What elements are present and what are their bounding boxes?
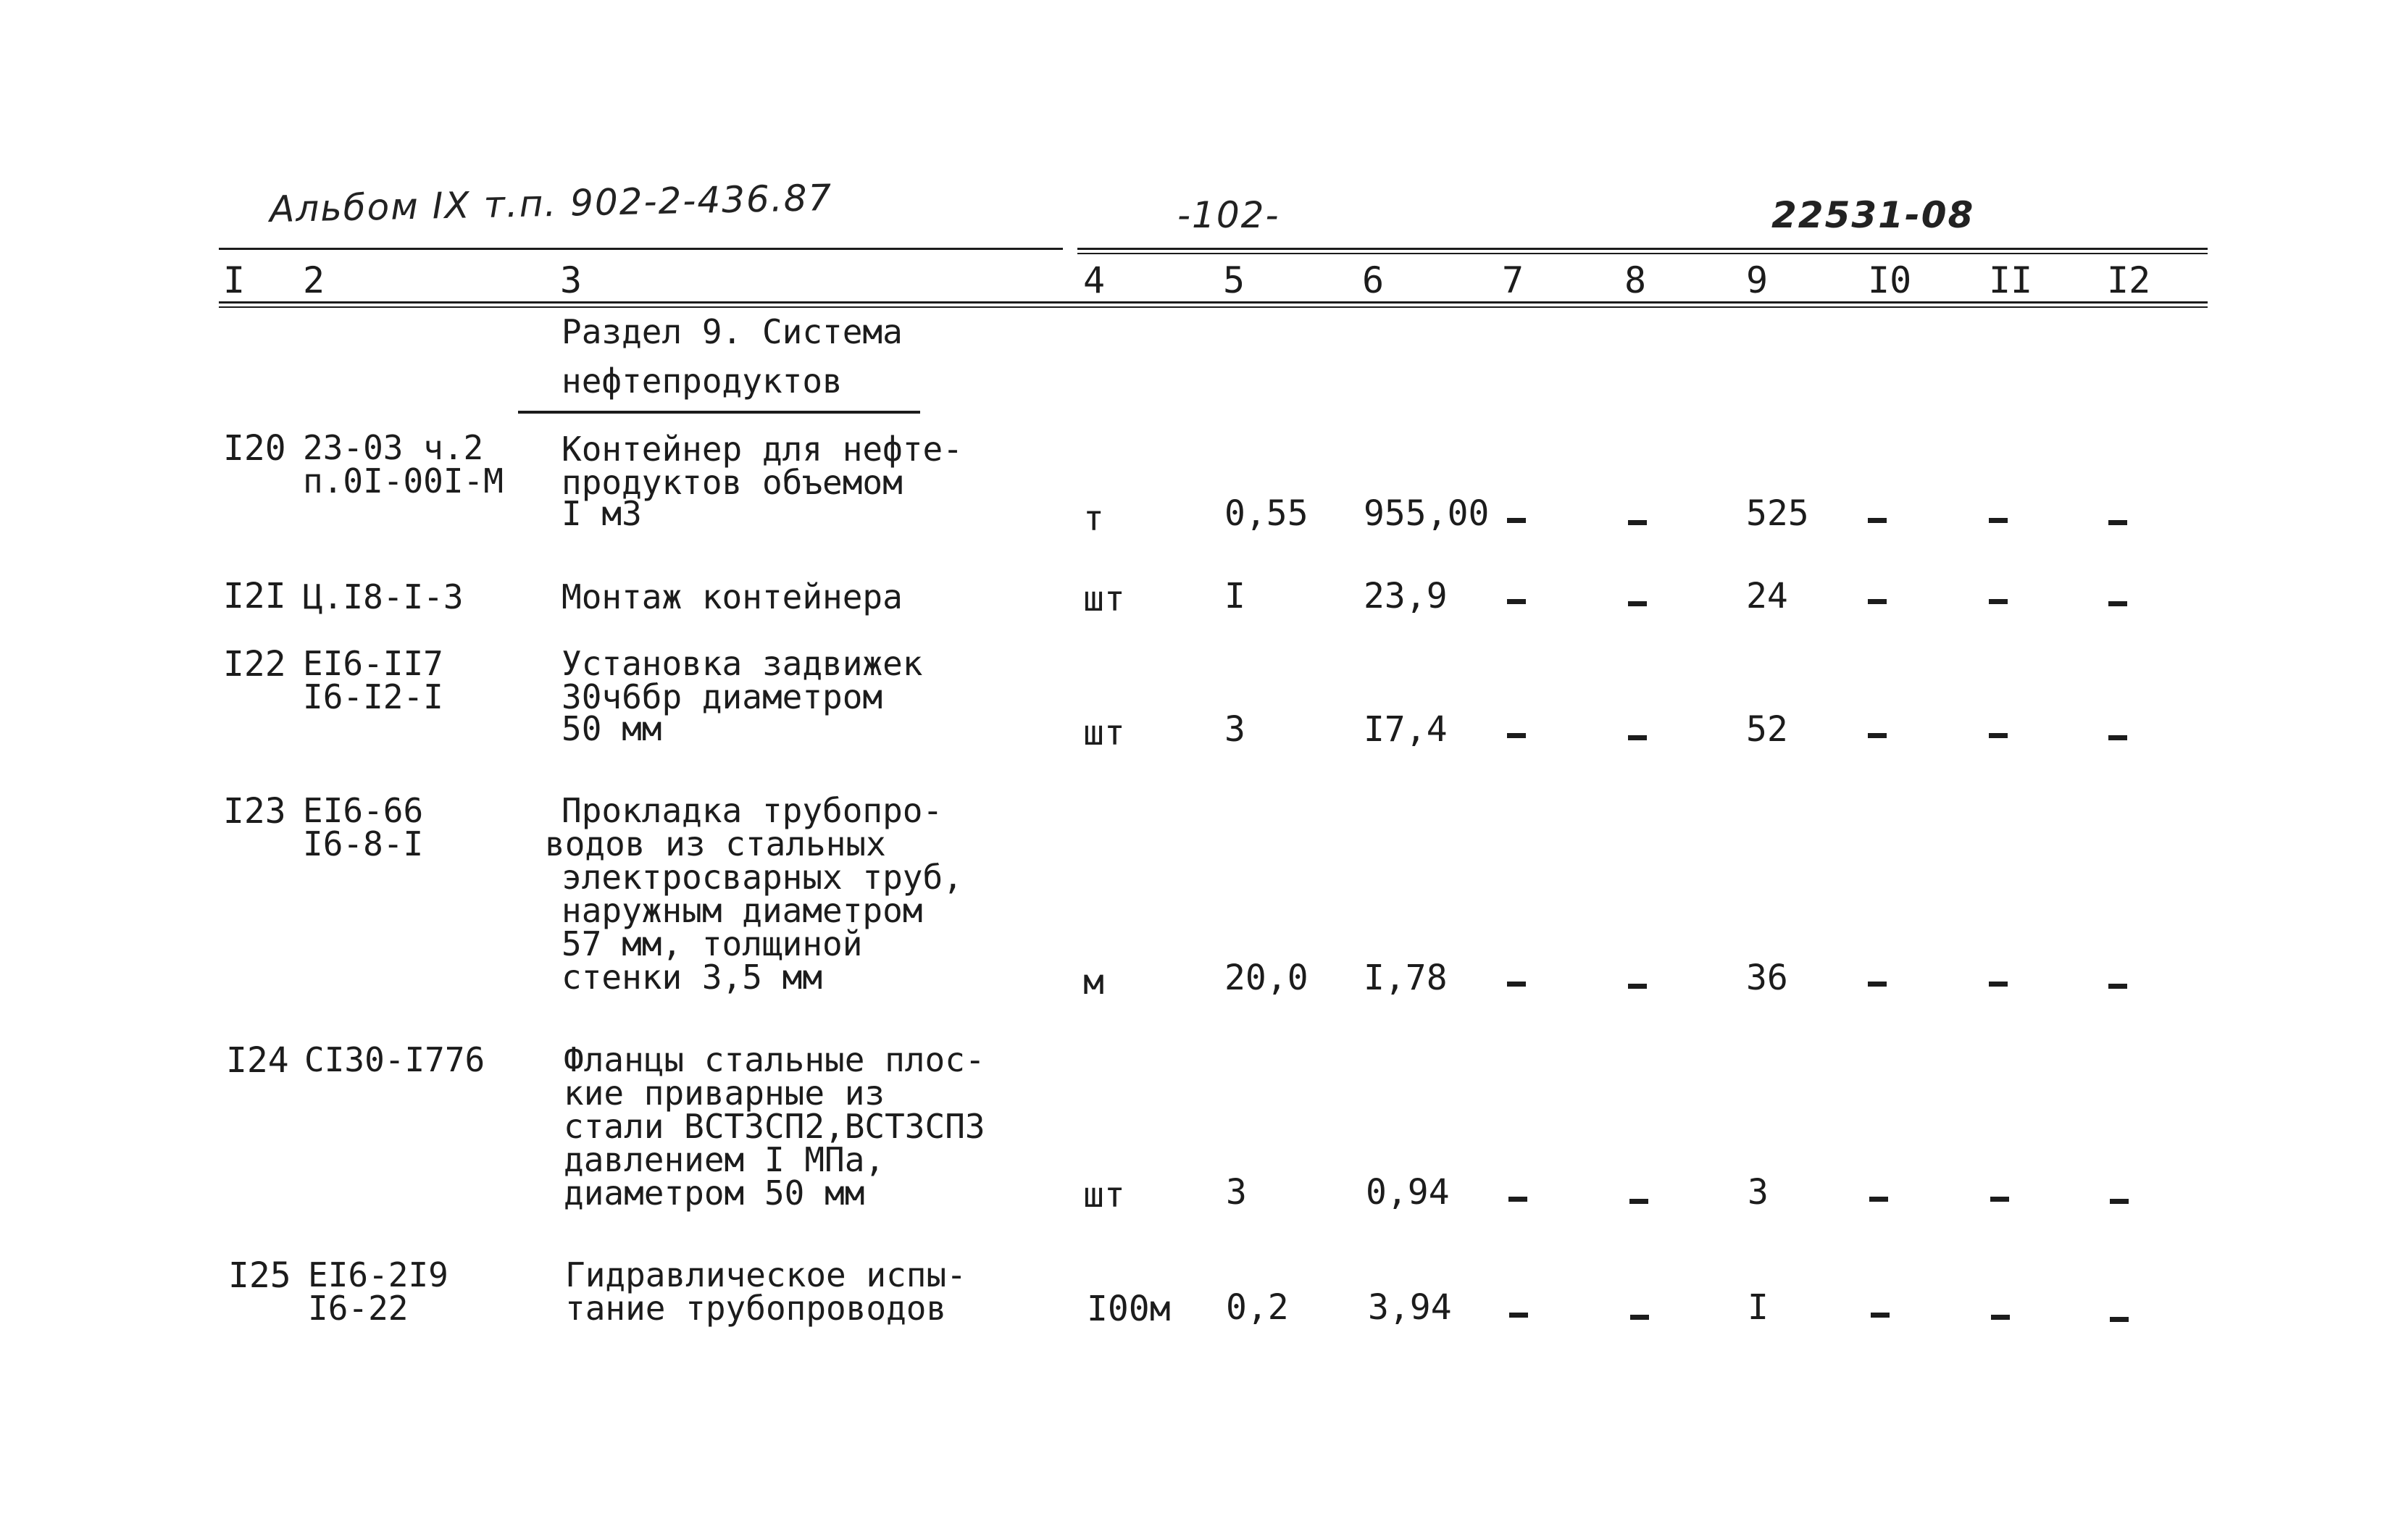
row-dash <box>1871 1313 1890 1318</box>
column-number-3: 3 <box>560 259 583 301</box>
column-header-rule-2 <box>219 306 2208 308</box>
row-price: I,78 <box>1364 958 1448 998</box>
row-quantity: 3 <box>1224 709 1245 750</box>
row-code: I6-I2-I <box>303 677 443 716</box>
row-quantity: 0,55 <box>1224 493 1308 534</box>
row-description: давлением I МПа, <box>564 1140 885 1179</box>
row-dash <box>1868 599 1887 604</box>
row-dash <box>1990 1197 2009 1202</box>
row-dash <box>1868 982 1887 987</box>
header-rule-left <box>219 248 1063 250</box>
row-price: 3,94 <box>1368 1287 1452 1328</box>
row-description: Монтаж контейнера <box>562 577 903 616</box>
row-code: п.0I-00I-М <box>303 461 504 501</box>
row-code: I6-8-I <box>303 824 424 863</box>
row-code: I6-22 <box>308 1289 409 1328</box>
row-code: EI6-II7 <box>303 644 443 683</box>
column-number-5: 5 <box>1223 259 1245 301</box>
row-code: CI30-I776 <box>304 1040 485 1079</box>
row-dash <box>1628 520 1647 525</box>
row-dash <box>1629 1199 1648 1204</box>
row-description: стенки 3,5 мм <box>562 958 823 997</box>
column-header-rule <box>219 301 2208 304</box>
row-unit: м <box>1083 962 1104 1003</box>
row-dash <box>2108 601 2127 606</box>
row-cost: 3 <box>1748 1172 1769 1213</box>
row-unit: I00м <box>1087 1289 1171 1329</box>
row-cost: 525 <box>1746 493 1809 534</box>
row-dash <box>1989 518 2008 523</box>
section-title-line-1: Раздел 9. Система <box>562 312 903 351</box>
section-title-line-2: нефтепродуктов <box>562 361 843 401</box>
row-dash <box>1507 733 1526 738</box>
row-quantity: 3 <box>1226 1172 1247 1213</box>
row-description: продуктов объемом <box>562 463 903 502</box>
row-dash <box>2108 520 2127 525</box>
row-dash <box>1508 1197 1527 1202</box>
row-cost: 24 <box>1746 576 1788 616</box>
row-dash <box>1507 982 1526 987</box>
row-number: I23 <box>223 791 286 832</box>
row-quantity: I <box>1224 576 1245 616</box>
row-number: I22 <box>223 644 286 685</box>
row-dash <box>1630 1315 1649 1320</box>
album-reference: Альбом IX т.п. 902-2-436.87 <box>269 176 833 231</box>
row-dash <box>2108 984 2127 989</box>
row-dash <box>1509 1313 1528 1318</box>
row-description: наружным диаметром <box>562 891 923 930</box>
row-description: кие приварные из <box>564 1074 885 1113</box>
row-dash <box>1869 1197 1888 1202</box>
column-number-2: 2 <box>303 259 325 301</box>
row-number: I24 <box>226 1040 289 1081</box>
row-description: Установка задвижек <box>562 644 923 683</box>
column-number-9: 9 <box>1746 259 1769 301</box>
row-dash <box>1989 733 2008 738</box>
row-dash <box>1628 601 1647 606</box>
row-unit: т <box>1083 498 1104 539</box>
row-description: 30ч6бр диаметром <box>562 677 883 716</box>
row-description: тание трубопроводов <box>565 1289 947 1328</box>
row-price: 0,94 <box>1366 1172 1450 1213</box>
column-number-12: I2 <box>2107 259 2151 301</box>
row-description: 50 мм <box>562 709 662 748</box>
row-description: Фланцы стальные плос- <box>564 1040 985 1079</box>
row-dash <box>1868 518 1887 523</box>
row-dash <box>1989 982 2008 987</box>
row-quantity: 0,2 <box>1226 1287 1289 1328</box>
column-number-4: 4 <box>1083 259 1106 301</box>
row-dash <box>2110 1317 2129 1322</box>
row-quantity: 20,0 <box>1224 958 1308 998</box>
row-number: I20 <box>223 428 286 469</box>
row-dash <box>1507 518 1526 523</box>
column-number-1: I <box>223 259 246 301</box>
header-rule-right <box>1077 248 2208 250</box>
row-dash <box>1989 599 2008 604</box>
row-dash <box>1991 1315 2010 1320</box>
row-description: стали ВСТ3СП2,ВСТ3СП3 <box>564 1107 985 1146</box>
row-unit: шт <box>1083 1175 1125 1215</box>
row-cost: 36 <box>1746 958 1788 998</box>
row-description: Гидравлическое испы- <box>565 1255 967 1294</box>
row-dash <box>1507 599 1526 604</box>
row-code: EI6-66 <box>303 791 424 830</box>
row-number: I25 <box>228 1255 291 1296</box>
section-title-underline <box>518 411 920 414</box>
column-number-10: I0 <box>1868 259 1912 301</box>
row-description: 57 мм, толщиной <box>562 924 863 963</box>
column-number-11: II <box>1989 259 2033 301</box>
row-dash <box>1868 733 1887 738</box>
document-code: 22531-08 <box>1771 194 1975 236</box>
row-description: Контейнер для нефте- <box>562 430 963 469</box>
row-description: Прокладка трубопро- <box>562 791 943 830</box>
row-code: Ц.I8-I-3 <box>303 577 464 616</box>
row-unit: шт <box>1083 579 1125 619</box>
row-cost: 52 <box>1746 709 1788 750</box>
row-price: I7,4 <box>1364 709 1448 750</box>
row-description: I м3 <box>562 494 642 533</box>
row-cost: I <box>1748 1287 1769 1328</box>
page-number: -102- <box>1177 194 1280 236</box>
row-description: электросварных труб, <box>562 858 963 897</box>
row-description: водов из стальных <box>545 824 886 863</box>
column-number-6: 6 <box>1362 259 1385 301</box>
row-dash <box>1628 984 1647 989</box>
row-code: 23-03 ч.2 <box>303 428 484 467</box>
row-dash <box>2110 1199 2129 1204</box>
header-rule-right-2 <box>1077 253 2208 254</box>
row-price: 23,9 <box>1364 576 1448 616</box>
column-number-8: 8 <box>1624 259 1647 301</box>
row-number: I2I <box>223 576 286 616</box>
column-number-7: 7 <box>1502 259 1524 301</box>
row-code: EI6-2I9 <box>308 1255 448 1294</box>
row-unit: шт <box>1083 713 1125 753</box>
row-dash <box>2108 735 2127 740</box>
row-dash <box>1628 735 1647 740</box>
row-price: 955,00 <box>1364 493 1490 534</box>
row-description: диаметром 50 мм <box>564 1173 865 1213</box>
